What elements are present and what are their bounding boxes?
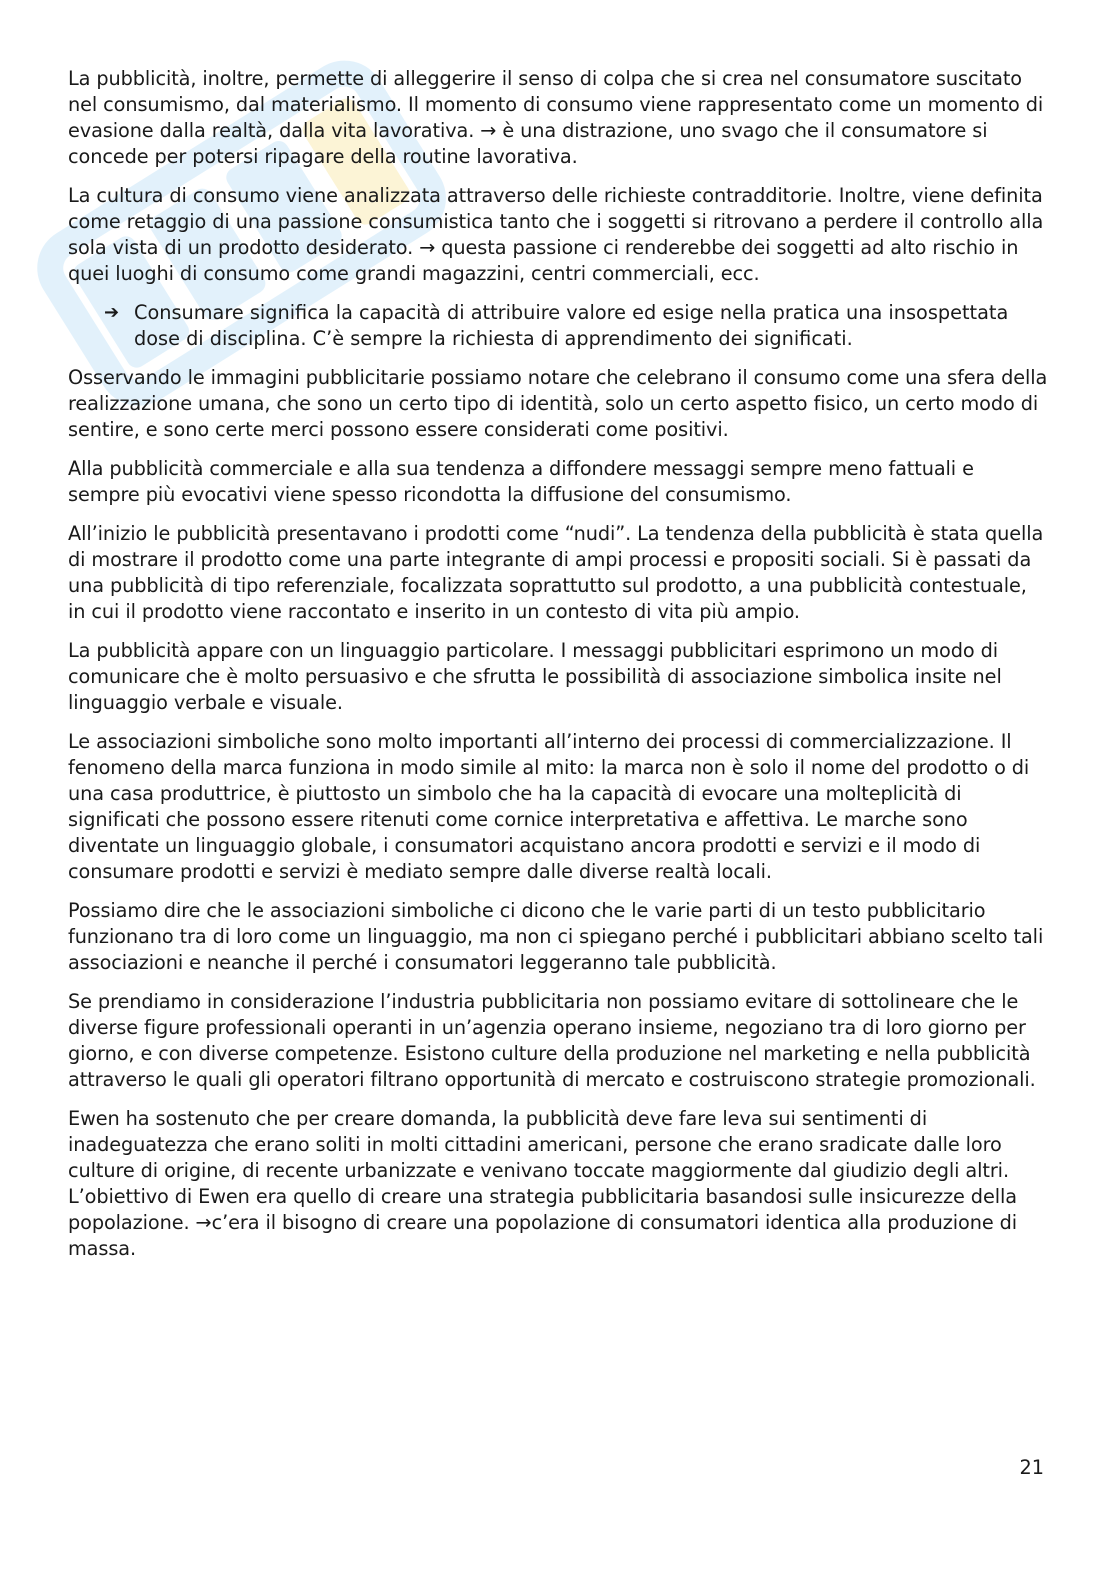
paragraph-referential-contextual: All’inizio le pubblicità presentavano i prodotti come “nudi”. La tendenza della pubblicità è stata quella di mostrare il prodotto come una parte integrante di ampi processi e propositi sociali. Si è passati da una pubblicità di tipo referenziale, focalizzata soprattutto sul prodotto, a una pubblicità contestuale, in cui il prodotto viene raccontato e inserito in un contesto di vita più ampio. xyxy=(68,522,1044,623)
page-content xyxy=(68,66,1050,1275)
arrow-bullet-icon: ➔ xyxy=(104,302,120,323)
paragraph-advertising-language: La pubblicità appare con un linguaggio particolare. I messaggi pubblicitari esprimono un modo di comunicare che è molto persuasivo e che sfrutta le possibilità di associazione simbolica insite nel linguaggio verbale e visuale. xyxy=(68,639,1002,714)
bullet-item xyxy=(68,300,1050,352)
paragraph-text-as-language: Possiamo dire che le associazioni simboliche ci dicono che le varie parti di un testo pubblicitario funzionano tra di loro come un linguaggio, ma non ci spiegano perché i pubblicitari abbiano scelto tali associazioni e neanche il perché i consumatori leggeranno tale pubblicità. xyxy=(68,899,1044,974)
paragraph-commercial-advertising: Alla pubblicità commerciale e alla sua tendenza a diffondere messaggi sempre meno fattuali e sempre più evocativi viene spesso ricondotta la diffusione del consumismo. xyxy=(68,457,974,506)
paragraph-symbolic-associations: Le associazioni simboliche sono molto importanti all’interno dei processi di commercializzazione. Il fenomeno della marca funziona in modo simile al mito: la marca non è solo il nome del prodotto o di una casa produttrice, è piuttosto un simbolo che ha la capacità di evocare una molteplicità di significati che possono essere ritenuti come cornice interpretativa e affettiva. Le marche sono diventate un linguaggio globale, i consumatori acquistano ancora prodotti e servizi e il modo di consumare prodotti e servizi è mediato sempre dalle diverse realtà locali. xyxy=(68,730,1030,883)
paragraph-ewen: Ewen ha sostenuto che per creare domanda, la pubblicità deve fare leva sui sentimenti di inadeguatezza che erano soliti in molti cittadini americani, persone che erano sradicate dalle loro culture di origine, di recente urbanizzate e venivano toccate maggiormente dal giudizio degli altri. L’obiettivo di Ewen era quello di creare una strategia pubblicitaria basandosi sulle insicurezze della popolazione. →c’era il bisogno di creare una popolazione di consumatori identica alla produzione di massa. xyxy=(68,1107,1018,1260)
paragraph-advertising-guilt: La pubblicità, inoltre, permette di alleggerire il senso di colpa che si crea nel consumatore suscitato nel consumismo, dal materialismo. Il momento di consumo viene rappresentato come un momento di evasione dalla realtà, dalla vita lavorativa. → è una distrazione, uno svago che il consumatore si concede per potersi ripagare della routine lavorativa. xyxy=(68,67,1044,168)
paragraph-consumer-culture: La cultura di consumo viene analizzata attraverso delle richieste contradditorie. Inoltre, viene definita come retaggio di una passione consumistica tanto che i soggetti si ritrovano a perdere il controllo alla sola vista di un prodotto desiderato. → questa passione ci renderebbe dei soggetti ad alto rischio in quei luoghi di consumo come grandi magazzini, centri commerciali, ecc. xyxy=(68,184,1044,285)
paragraph-advertising-images: Osservando le immagini pubblicitarie possiamo notare che celebrano il consumo come una sfera della realizzazione umana, che sono un certo tipo di identità, solo un certo aspetto fisico, un certo modo di sentire, e sono certe merci possono essere considerati come positivi. xyxy=(68,366,1048,441)
page-number: 21 xyxy=(1019,1456,1044,1479)
paragraph-advertising-industry: Se prendiamo in considerazione l’industria pubblicitaria non possiamo evitare di sottolineare che le diverse figure professionali operanti in un’agenzia operano insieme, negoziano tra di loro giorno per giorno, e con diverse competenze. Esistono culture della produzione nel marketing e nella pubblicità attraverso le quali gli operatori filtrano opportunità di mercato e costruiscono strategie promozionali. xyxy=(68,990,1036,1091)
bullet-text: Consumare significa la capacità di attribuire valore ed esige nella pratica una insospettata dose di disciplina. C’è sempre la richiesta di apprendimento dei significati. xyxy=(134,301,1009,350)
